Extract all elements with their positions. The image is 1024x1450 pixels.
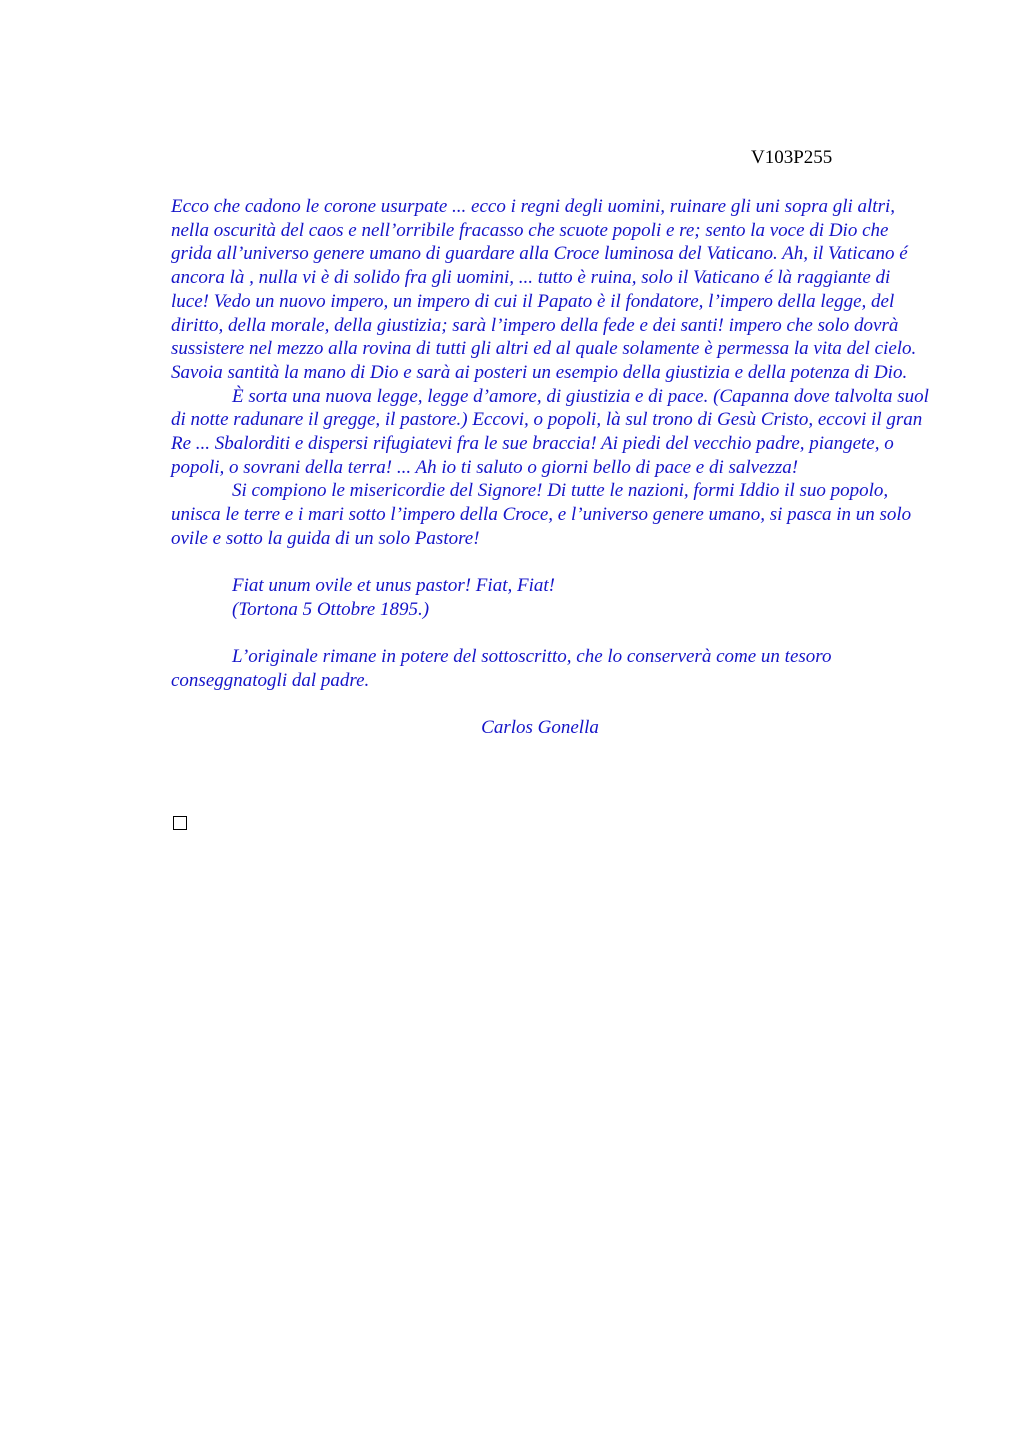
motto-line: Fiat unum ovile et unus pastor! Fiat, Fiat! bbox=[232, 575, 555, 597]
paragraph-3: Si compiono le misericordie del Signore! Di tutte le nazioni, formi Iddio il suo popolo, unisca le terre e i mari sotto l’impero della Croce, e l’universo genere umano, si pasca in un solo ovile e sotto la guida di un solo Pastore! bbox=[171, 480, 912, 549]
paragraph-2: È sorta una nuova legge, legge d’amore, di giustizia e di pace. (Capanna dove talvolta suol di notte radunare il gregge, il pastore.) Eccovi, o popoli, là sul trono di Gesù Cristo, eccovi il gran Re ... Sbalorditi e dispersi rifugiatevi fra le sue braccia! Ai piedi del vecchio padre, piangete, o popoli, o sovrani della terra! ... Ah io ti saluto o giorni bello di pace e di salvezza! bbox=[171, 385, 929, 478]
paragraph-1: Ecco che cadono le corone usurpate ... ecco i regni degli uomini, ruinare gli uni sopra gli altri, nella oscurità del caos e nell’orribile fracasso che scuote popoli e re; sento la voce di Dio che grida all’universo genere umano di guardare alla Croce luminosa del Vaticano. Ah, il Vaticano é ancora là , nulla vi è di solido fra gli uomini, ... tutto è ruina, solo il Vaticano é là raggiante di luce! Vedo un nuovo impero, un impero di cui il Papato è il fondatore, l’impero della legge, del diritto, della morale, della giustizia; sarà l’impero della fede e dei santi! impero che solo dovrà sussistere nel mezzo alla rovina di tutti gli altri ed al quale solamente è permessa la vita del cielo. Savoia santità la mano di Dio e sarà ai posteri un esempio della giustizia e della potenza di Dio. bbox=[171, 196, 917, 383]
document-body bbox=[171, 195, 929, 740]
empty-checkbox-icon bbox=[173, 816, 187, 830]
custody-note: L’originale rimane in potere del sottoscritto, che lo conserverà come un tesoro conseggnatogli dal padre. bbox=[171, 646, 832, 692]
document-reference: V103P255 bbox=[751, 147, 833, 168]
place-date-line: (Tortona 5 Ottobre 1895.) bbox=[232, 598, 430, 620]
spacer bbox=[171, 693, 929, 717]
spacer bbox=[171, 551, 929, 575]
spacer bbox=[171, 622, 929, 646]
signature: Carlos Gonella bbox=[481, 717, 599, 739]
